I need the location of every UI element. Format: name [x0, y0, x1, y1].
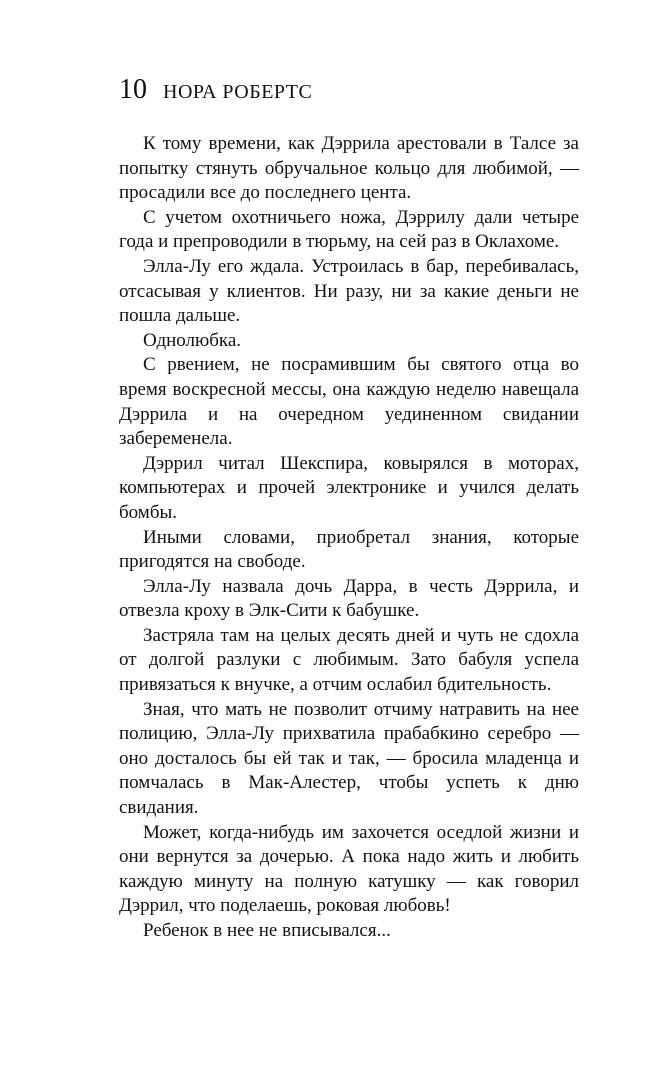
body-text — [119, 132, 579, 944]
paragraph: Элла-Лу его ждала. Устроилась в бар, перебивалась, отсасывая у клиентов. Ни разу, ни за какие деньги не пошла дальше. — [119, 255, 579, 327]
paragraph: С рвением, не посрамившим бы святого отца во время воскресной мессы, она каждую неделю навещала Дэррила и на очередном уединенном свидании забеременела. — [119, 354, 579, 450]
paragraph: Иными словами, приобретал знания, которые пригодятся на свободе. — [119, 526, 579, 573]
paragraph: К тому времени, как Дэррила арестовали в Талсе за попытку стянуть обручальное кольцо для любимой, — просадили все до последнего цента. — [119, 133, 579, 204]
paragraph: Застряла там на целых десять дней и чуть не сдохла от долгой разлуки с любимым. Зато бабуля успела привязаться к внучке, а отчим ослабил бдительность. — [119, 624, 579, 696]
paragraph: Однолюбка. — [143, 329, 242, 351]
paragraph: Зная, что мать не позволит отчиму натравить на нее полицию, Элла-Лу прихватила прабабкино серебро — оно досталось бы ей так и так, — бросила младенца и помчалась в Мак-Алестер, чтобы успеть к дню свидания. — [119, 698, 579, 819]
paragraph: С учетом охотничьего ножа, Дэррилу дали четыре года и препроводили в тюрьму, на сей раз в Оклахоме. — [119, 206, 579, 253]
paragraph: Ребенок в нее не вписывался... — [143, 920, 391, 941]
paragraph: Может, когда-нибудь им захочется оседлой жизни и они вернутся за дочерью. А пока надо жить и любить каждую минуту на полную катушку — как говорил Дэррил, что поделаешь, роковая любовь! — [119, 821, 579, 917]
paragraph: Элла-Лу назвала дочь Дарра, в честь Дэррила, и отвезла кроху в Элк-Сити к бабушке. — [119, 575, 579, 622]
page-number: 10 — [119, 74, 147, 105]
running-head — [119, 74, 312, 106]
author-name: НОРА РОБЕРТС — [163, 81, 313, 103]
paragraph: Дэррил читал Шекспира, ковырялся в моторах, компьютерах и прочей электронике и учился делать бомбы. — [119, 452, 579, 523]
